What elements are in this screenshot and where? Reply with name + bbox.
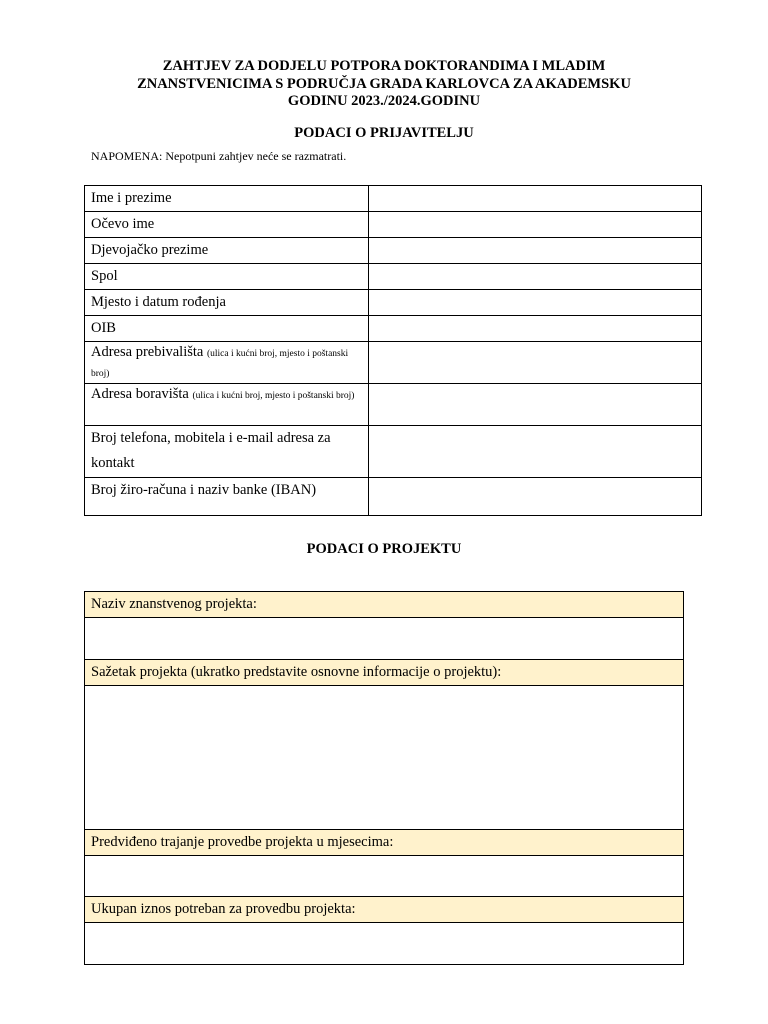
field-value-cell[interactable] [369, 238, 702, 264]
project-table [84, 591, 684, 965]
field-label: Ime i prezime [85, 186, 369, 212]
table-row [85, 426, 702, 478]
field-label [85, 384, 369, 426]
field-value-cell[interactable] [369, 478, 702, 516]
field-value-cell[interactable] [369, 264, 702, 290]
section-title-applicant: PODACI O PRIJAVITELJU [294, 125, 474, 141]
field-label-hint: (ulica i kućni broj, mjesto i poštanski broj) [91, 349, 349, 379]
field-value-cell[interactable] [369, 186, 702, 212]
table-row [85, 592, 684, 618]
table-row [85, 830, 684, 856]
project-field-label: Ukupan iznos potreban za provedbu projekta: [85, 897, 684, 923]
table-row [85, 856, 684, 897]
field-label: Mjesto i datum rođenja [85, 290, 369, 316]
applicant-table [84, 185, 702, 516]
table-row [85, 212, 702, 238]
table-row [85, 186, 702, 212]
project-field-value-cell[interactable] [85, 686, 684, 830]
table-row [85, 316, 702, 342]
field-label: Spol [85, 264, 369, 290]
project-field-label: Sažetak projekta (ukratko predstavite osnovne informacije o projektu): [85, 660, 684, 686]
table-row [85, 384, 702, 426]
table-row [85, 660, 684, 686]
field-label-hint: (ulica i kućni broj, mjesto i poštanski broj) [192, 391, 355, 401]
project-field-value-cell[interactable] [85, 856, 684, 897]
project-field-label: Naziv znanstvenog projekta: [85, 592, 684, 618]
field-value-cell[interactable] [369, 290, 702, 316]
table-row [85, 290, 702, 316]
field-value-cell[interactable] [369, 212, 702, 238]
table-row [85, 238, 702, 264]
field-label: OIB [85, 316, 369, 342]
table-row [85, 923, 684, 965]
field-value-cell[interactable] [369, 384, 702, 426]
section-title-project: PODACI O PROJEKTU [306, 541, 462, 557]
form-title [100, 58, 668, 111]
field-value-cell[interactable] [369, 316, 702, 342]
field-label: Djevojačko prezime [85, 238, 369, 264]
table-row [85, 264, 702, 290]
note-text: NAPOMENA: Nepotpuni zahtjev neće se razmatrati. [91, 149, 347, 163]
table-row [85, 686, 684, 830]
field-value-cell[interactable] [369, 426, 702, 478]
field-label: Broj žiro-računa i naziv banke (IBAN) [85, 478, 369, 516]
field-value-cell[interactable] [369, 342, 702, 384]
field-label-text: Adresa boravišta [91, 386, 189, 402]
table-row [85, 342, 702, 384]
table-row [85, 478, 702, 516]
field-label: Očevo ime [85, 212, 369, 238]
field-label: Broj telefona, mobitela i e-mail adresa za kontakt [85, 426, 369, 478]
project-field-value-cell[interactable] [85, 923, 684, 965]
table-row [85, 618, 684, 660]
project-field-label: Predviđeno trajanje provedbe projekta u mjesecima: [85, 830, 684, 856]
field-label-text: Adresa prebivališta [91, 344, 204, 360]
title-line: GODINU 2023./2024.GODINU [287, 93, 481, 109]
field-label [85, 342, 369, 384]
title-line: ZNANSTVENICIMA S PODRUČJA GRADA KARLOVCA ZA AKADEMSKU [137, 75, 631, 92]
title-line: ZAHTJEV ZA DODJELU POTPORA DOKTORANDIMA I MLADIM [162, 58, 606, 74]
project-field-value-cell[interactable] [85, 618, 684, 660]
table-row [85, 897, 684, 923]
